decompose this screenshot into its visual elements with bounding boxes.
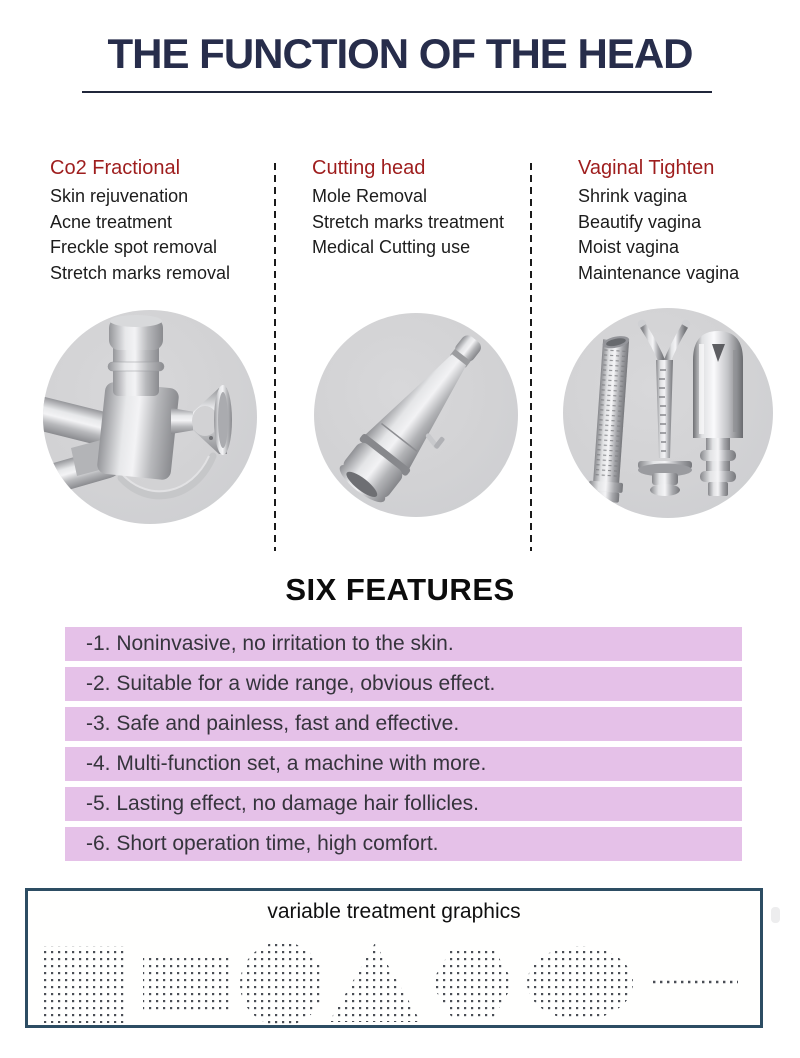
column-item: Moist vagina (578, 237, 680, 257)
column-item: Beautify vagina (578, 211, 702, 232)
column-item: Mole Removal (312, 186, 428, 206)
column-vaginal-tighten (578, 155, 800, 286)
column-cutting-head (312, 155, 552, 261)
vaginal-tighten-probes-photo (563, 308, 773, 518)
co2-fractional-photo-circle (43, 310, 257, 524)
cutting-head-handpiece-photo (314, 313, 518, 517)
feature-bar-5: -5. Lasting effect, no damage hair follicles. (65, 787, 742, 821)
feature-bar-6: -6. Short operation time, high comfort. (65, 827, 742, 861)
dotted-circle-shape (240, 942, 324, 1026)
feature-bar-1: -1. Noninvasive, no irritation to the skin. (65, 627, 742, 661)
scrollbar-thumb[interactable] (771, 907, 780, 923)
feature-bar-2: -2. Suitable for a wide range, obvious effect. (65, 667, 742, 701)
cutting-head-photo-circle (314, 313, 518, 517)
column-item: Shrink vagina (578, 186, 688, 206)
dotted-ellipse-shape (527, 946, 633, 1020)
column-item: Freckle spot removal (50, 237, 218, 257)
dashed-column-divider (530, 163, 532, 551)
dotted-hexagon-shape (431, 948, 514, 1018)
dashed-column-divider (274, 163, 276, 551)
column-co2-fractional (50, 155, 290, 286)
column-header: Vaginal Tighten (578, 157, 715, 179)
feature-bar-4: -4. Multi-function set, a machine with more. (65, 747, 742, 781)
column-item: Stretch marks removal (50, 262, 231, 283)
column-header: Cutting head (312, 157, 426, 179)
treatment-shape-patterns (28, 935, 760, 1027)
column-header: Co2 Fractional (50, 157, 181, 179)
treatment-box-title: variable treatment graphics (267, 900, 521, 923)
column-item: Skin rejuvenation (50, 186, 189, 206)
dotted-square-shape (43, 946, 125, 1023)
column-item: Maintenance vagina (578, 262, 740, 283)
title-underline (82, 91, 712, 93)
dotted-rectangle-shape (143, 958, 230, 1012)
feature-list (65, 627, 742, 867)
treatment-graphics-box (25, 888, 763, 1028)
column-item: Acne treatment (50, 211, 173, 232)
feature-bar-3: -3. Safe and painless, fast and effective. (65, 707, 742, 741)
co2-fractional-handpiece-photo (43, 310, 257, 524)
vaginal-tighten-photo-circle (563, 308, 773, 518)
column-item: Medical Cutting use (312, 237, 471, 257)
six-features-heading: SIX FEATURES (285, 572, 515, 607)
column-item: Stretch marks treatment (312, 211, 505, 232)
page-title: THE FUNCTION OF THE HEAD (107, 30, 693, 77)
dotted-triangle-shape (329, 943, 421, 1022)
